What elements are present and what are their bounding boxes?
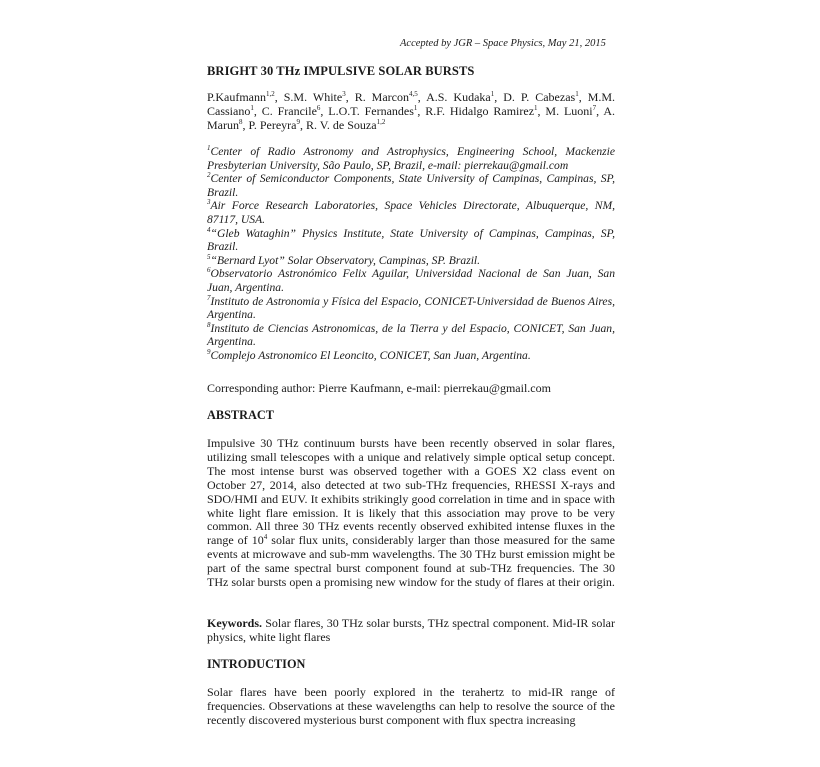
affiliation bbox=[207, 199, 615, 226]
author bbox=[207, 90, 275, 104]
affiliation-number: 9 bbox=[207, 348, 211, 357]
keywords bbox=[207, 617, 615, 645]
affiliation-text: Instituto de Ciencias Astronomicas, de la Tierra y del Espacio, CONICET, San Juan, Argentina. bbox=[207, 321, 615, 349]
author-affiliation-mark: 1 bbox=[413, 104, 418, 112]
affiliation-text: “Gleb Wataghin” Physics Institute, State University of Campinas, Campinas, SP, Brazil. bbox=[207, 226, 615, 254]
affiliation bbox=[207, 349, 615, 363]
affiliation-text: Instituto de Astronomia y Física del Espacio, CONICET-Universidad de Buenos Aires, Argentina. bbox=[207, 294, 615, 322]
author bbox=[306, 118, 385, 132]
affiliation bbox=[207, 322, 615, 349]
affiliation-text: “Bernard Lyot” Solar Observatory, Campinas, SP. Brazil. bbox=[210, 253, 481, 267]
affiliation bbox=[207, 172, 615, 199]
affiliation-text: Center of Semiconductor Components, State University of Campinas, Campinas, SP, Brazil. bbox=[207, 172, 615, 199]
author bbox=[284, 90, 346, 104]
acceptance-note: Accepted by JGR – Space Physics, May 21, 2015 bbox=[400, 38, 606, 49]
author-name: R. V. de Souza bbox=[306, 118, 377, 132]
author-name: R.F. Hidalgo Ramirez bbox=[425, 104, 535, 118]
author bbox=[425, 104, 537, 118]
affiliation-number: 3 bbox=[207, 198, 211, 207]
author-name: R. Marcon bbox=[354, 90, 409, 104]
keywords-text: Solar flares, 30 THz solar bursts, THz spectral component. Mid-IR solar physics, white light flares bbox=[207, 616, 615, 644]
affiliation-text: Complejo Astronomico El Leoncito, CONICET, San Juan, Argentina. bbox=[210, 348, 531, 362]
abstract-heading: ABSTRACT bbox=[207, 408, 274, 422]
author-name: P.Kaufmann bbox=[207, 90, 266, 104]
affiliation-text: Center of Radio Astronomy and Astrophysics, Engineering School, Mackenzie Presbyterian University, São Paulo, SP, Brazil, e-mail: pierrekau@gmail.com bbox=[207, 145, 615, 172]
affiliation-number: 8 bbox=[207, 320, 211, 329]
author-name: C. Francile bbox=[261, 104, 317, 118]
author-affiliation-mark: 1 bbox=[534, 104, 538, 112]
author-name: M. Luoni bbox=[545, 104, 593, 118]
affiliation-list bbox=[207, 145, 615, 363]
affiliation-number: 6 bbox=[207, 266, 211, 275]
affiliation-number: 7 bbox=[207, 293, 211, 302]
author bbox=[328, 104, 417, 118]
author-affiliation-mark: 3 bbox=[342, 90, 346, 98]
affiliation bbox=[207, 254, 615, 268]
author bbox=[503, 90, 578, 104]
author bbox=[545, 104, 596, 118]
author-name: P. Pereyra bbox=[248, 118, 297, 132]
author-list: P.Kaufmann$^{1,2}$, S.M. White$^3$, R. Marcon$^{4,5}$, A.S. Kudaka$^1$, D. P. Cabezas$^1$, M.M. Cassiano$^1$, C. Francile$^6$, L.O.T. Fernandes$^1$, R.F. Hidalgo Ramirez$^1$, M. Luoni$^7$, A. Marun$^8$, P. Pereyra$^9$, R. V. de Souza$^{1,2}$ bbox=[207, 90, 616, 132]
abstract-body bbox=[207, 437, 615, 590]
affiliation-text: Air Force Research Laboratories, Space Vehicles Directorate, Albuquerque, NM, 87117, USA. bbox=[207, 199, 615, 226]
keywords-label: Keywords. bbox=[207, 616, 262, 630]
author-affiliation-mark: 1 bbox=[575, 90, 579, 98]
abstract-exponent: 4 bbox=[263, 533, 268, 542]
affiliation bbox=[207, 145, 615, 172]
affiliation-number: 4 bbox=[207, 225, 211, 234]
affiliation-number: 2 bbox=[207, 171, 211, 180]
abstract-text-part2: solar flux units, considerably larger than those measured for the same events at microwave and sub-mm wavelengths. The 30 THz burst emission might be part of the same spectral burst component found at sub-THz frequencies. The 30 THz solar bursts open a promising new window for the study of flares at their origin. bbox=[207, 533, 615, 590]
author bbox=[355, 90, 418, 104]
affiliation bbox=[207, 267, 615, 294]
introduction-body: Solar flares have been poorly explored in the terahertz to mid-IR range of frequencies. Observations at these wavelengths can help to resolve the source of the recently discovered mysterious burst component with flux spectra increasing bbox=[207, 685, 615, 727]
author-name: A. Marun bbox=[207, 104, 616, 132]
author-name: A.S. Kudaka bbox=[426, 90, 491, 104]
abstract-text-part1: Impulsive 30 THz continuum bursts have been recently observed in solar flares, utilizing small telescopes with a unique and relatively simple optical setup concept. The most intense burst was observed together with a GOES X2 class event on October 27, 2014, also detected at two sub-THz frequencies, RHESSI X-rays and SDO/HMI and EUV. It exhibits strikingly good correlation in time and in space with white light flare emission. It is likely that this association may prove to be very common. All three 30 THz events recently observed exhibited intense fluxes in the range of 10 bbox=[207, 436, 615, 548]
author bbox=[262, 104, 321, 118]
author-name: S.M. White bbox=[283, 90, 343, 104]
author-name: D. P. Cabezas bbox=[503, 90, 576, 104]
author bbox=[249, 118, 301, 132]
author-name: M.M. Cassiano bbox=[207, 90, 616, 118]
affiliation-number: 1 bbox=[207, 144, 211, 153]
affiliation-number: 5 bbox=[207, 252, 211, 261]
corresponding-author: Corresponding author: Pierre Kaufmann, e-mail: pierrekau@gmail.com bbox=[207, 381, 551, 395]
affiliation-text: Observatorio Astronómico Felix Aguilar, Universidad Nacional de San Juan, San Juan, Argentina. bbox=[207, 267, 615, 294]
author-affiliation-mark: 1 bbox=[490, 90, 495, 98]
author-affiliation-mark: 9 bbox=[296, 118, 300, 126]
introduction-heading: INTRODUCTION bbox=[207, 657, 306, 671]
author bbox=[426, 90, 494, 104]
paper-title: BRIGHT 30 THz IMPULSIVE SOLAR BURSTS bbox=[207, 64, 475, 78]
author-affiliation-mark: 1,2 bbox=[376, 118, 386, 126]
author-affiliation-mark: 7 bbox=[592, 104, 597, 112]
author-affiliation-mark: 1 bbox=[250, 104, 254, 112]
author-affiliation-mark: 6 bbox=[316, 104, 321, 112]
author-affiliation-mark: 1,2 bbox=[266, 90, 275, 98]
affiliation bbox=[207, 227, 615, 254]
author-affiliation-mark: 8 bbox=[239, 118, 243, 126]
affiliation bbox=[207, 295, 615, 322]
author-name: L.O.T. Fernandes bbox=[328, 104, 414, 118]
author-affiliation-mark: 4,5 bbox=[409, 90, 418, 98]
